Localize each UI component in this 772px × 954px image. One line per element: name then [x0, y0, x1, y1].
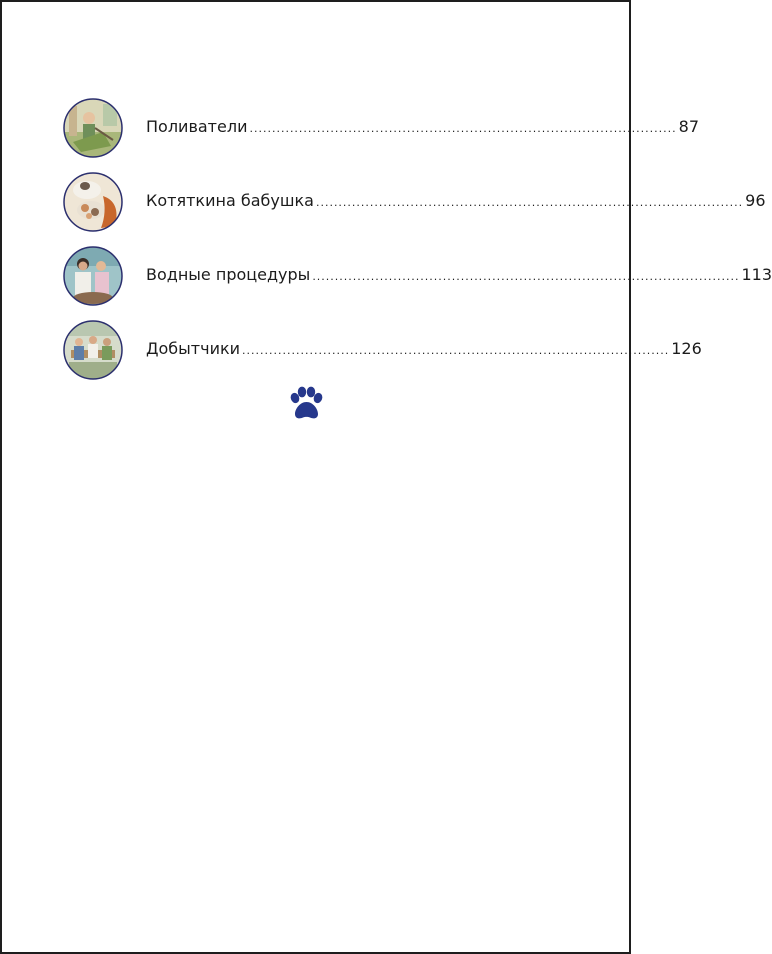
- toc-entry-text: [146, 339, 702, 358]
- paw-print-icon: [287, 386, 325, 422]
- toc-entry-text: [146, 191, 766, 210]
- toc-entry[interactable]: [63, 172, 766, 234]
- toc-entry[interactable]: [63, 246, 772, 308]
- toc-entry-text: [146, 117, 700, 136]
- illustration-family-at-table: [63, 320, 123, 380]
- chapter-title: Водные процедуры: [146, 265, 311, 284]
- dot-leader: ...............................................................................................: [249, 122, 677, 135]
- page-number: 96: [745, 191, 766, 210]
- page-number: 126: [671, 339, 702, 358]
- illustration-kittens-with-dog: [63, 172, 123, 232]
- table-of-contents: [63, 98, 772, 394]
- dot-leader: ...............................................................................................: [312, 270, 740, 283]
- toc-entry[interactable]: [63, 320, 702, 382]
- toc-entry-text: [146, 265, 772, 284]
- illustration-people-watering-garden: [63, 98, 123, 158]
- chapter-title: Добытчики: [146, 339, 241, 358]
- dot-leader: ...............................................................................................: [315, 196, 744, 209]
- page-number: 113: [741, 265, 772, 284]
- page-number: 87: [678, 117, 700, 136]
- toc-entry[interactable]: [63, 98, 700, 160]
- illustration-bathing-family: [63, 246, 123, 306]
- chapter-title: Поливатели: [146, 117, 248, 136]
- chapter-title: Котяткина бабушка: [146, 191, 314, 210]
- dot-leader: ...............................................................................................: [242, 344, 670, 357]
